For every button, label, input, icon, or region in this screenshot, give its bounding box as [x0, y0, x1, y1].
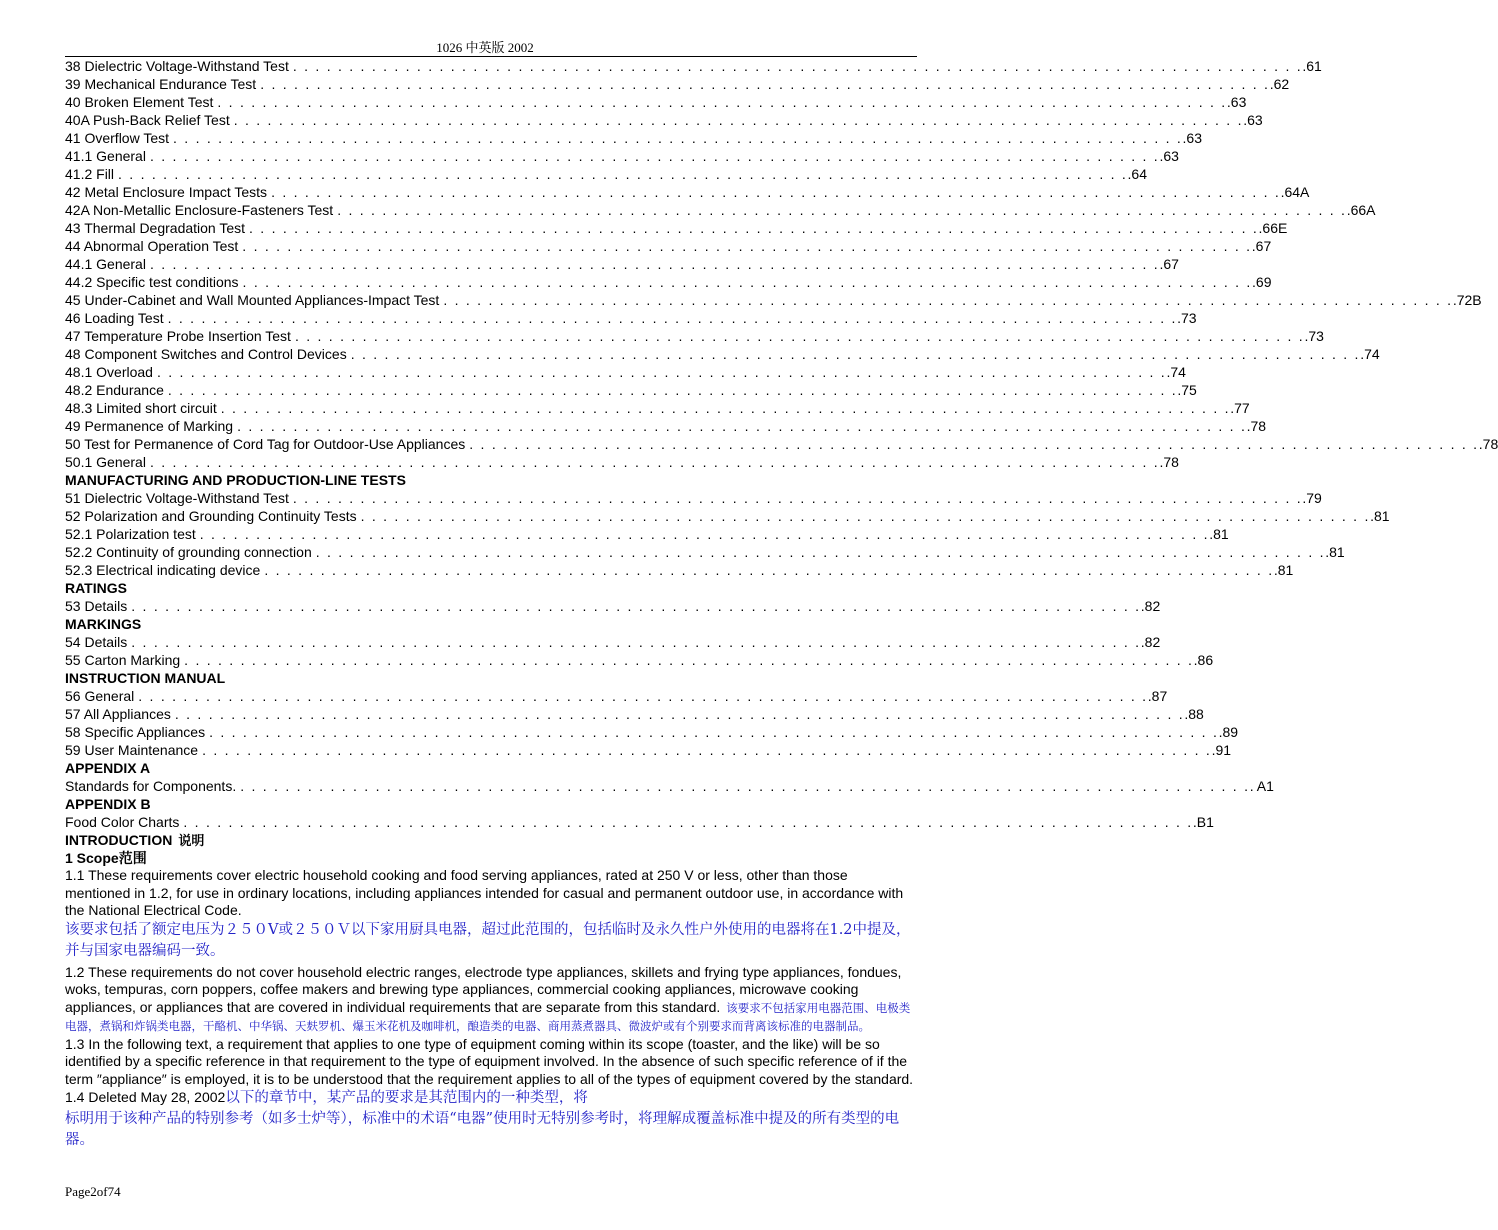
toc-leader-dots: . . . . . . . . . . . . . . . . . . . . . . . . . . . . . . . . . . . . . . . . . . . . . . . . . . . . . . . . . . . . . . . . . . . . . . . . . . . . . . . . . . . . . . . . . .	[315, 544, 1326, 560]
toc-entry-page: .77	[1230, 400, 1250, 416]
toc-leader-dots: . . . . . . . . . . . . . . . . . . . . . . . . . . . . . . . . . . . . . . . . . . . . . . . . . . . . . . . . . . . . . . . . . . . . . . . . . . . . . . . . . . . . . . . . . .	[131, 598, 1141, 614]
toc-entry[interactable]	[65, 489, 1322, 507]
toc-entry-page: . A1	[1249, 778, 1274, 794]
toc-entry-title: 52.2 Continuity of grounding connection	[65, 544, 312, 560]
toc-section-heading: APPENDIX A	[65, 760, 151, 776]
toc-entry-title: 47 Temperature Probe Insertion Test	[65, 328, 291, 344]
toc-entry-page: .61	[1302, 58, 1322, 74]
toc-entry-page: .69	[1252, 274, 1272, 290]
toc-entry-page: .66A	[1346, 202, 1376, 218]
toc-entry-title: 38 Dielectric Voltage-Withstand Test	[65, 58, 289, 74]
toc-entry-title: 48.1 Overload	[65, 364, 153, 380]
toc-entry[interactable]	[65, 345, 1380, 363]
toc-entry[interactable]	[65, 453, 1179, 471]
toc-leader-dots: . . . . . . . . . . . . . . . . . . . . . . . . . . . . . . . . . . . . . . . . . . . . . . . . . . . . . . . . . . . . . . . . . . . . . . . . . . . . . . . . . . . . . . . . . .	[294, 328, 1305, 344]
toc-leader-dots: . . . . . . . . . . . . . . . . . . . . . . . . . . . . . . . . . . . . . . . . . . . . . . . . . . . . . . . . . . . . . . . . . . . . . . . . . . . . . . . . . . . . . . . . . .	[138, 688, 1148, 704]
toc-entry-title: 56 General	[65, 688, 135, 704]
intro-heading-cn: 说明	[178, 834, 205, 849]
toc-entry-title: 43 Thermal Degradation Test	[65, 220, 246, 236]
toc-entry[interactable]	[65, 633, 1161, 651]
toc-entry-page: .81	[1273, 562, 1294, 578]
toc-entry[interactable]	[65, 183, 1310, 201]
toc-leader-dots: . . . . . . . . . . . . . . . . . . . . . . . . . . . . . . . . . . . . . . . . . . . . . . . . . . . . . . . . . . . . . . . . . . . . . . . . . . . . . . . . . . . . . . . . . .	[242, 238, 1252, 254]
toc-entry-page: .86	[1193, 652, 1214, 668]
toc-entry-page: .64A	[1280, 184, 1310, 200]
toc-leader-dots: . . . . . . . . . . . . . . . . . . . . . . . . . . . . . . . . . . . . . . . . . . . . . . . . . . . . . . . . . . . . . . . . . . . . . . . . . . . . . . . . . . . . . . . . . .	[183, 814, 1193, 830]
toc-entry-page: .74	[1166, 364, 1186, 380]
toc-leader-dots: . . . . . . . . . . . . . . . . . . . . . . . . . . . . . . . . . . . . . . . . . . . . . . . . . . . . . . . . . . . . . . . . . . . . . . . . . . . . . . . . . . . . . . . . . .	[149, 454, 1160, 470]
toc-entry[interactable]	[65, 507, 1390, 525]
toc-leader-dots: . . . . . . . . . . . . . . . . . . . . . . . . . . . . . . . . . . . . . . . . . . . . . . . . . . . . . . . . . . . . . . . . . . . . . . . . . . . . . . . . . . . . . . . . . .	[260, 76, 1270, 92]
toc-entry[interactable]	[65, 363, 1186, 381]
toc-leader-dots: . . . . . . . . . . . . . . . . . . . . . . . . . . . . . . . . . . . . . . . . . . . . . . . . . . . . . . . . . . . . . . . . . . . . . . . . . . . . . . . . . . . . . . . . . .	[249, 220, 1259, 236]
toc-entry-title: 52.3 Electrical indicating device	[65, 562, 261, 578]
toc-section-heading: RATINGS	[65, 580, 127, 596]
toc-entry-page: .91	[1211, 742, 1232, 758]
toc-entry-page: .73	[1304, 328, 1324, 344]
toc-entry[interactable]	[65, 543, 1345, 561]
toc-entry-title: 54 Details	[65, 634, 128, 650]
toc-leader-dots: . . . . . . . . . . . . . . . . . . . . . . . . . . . . . . . . . . . . . . . . . . . . . . . . . . . . . . . . . . . . . . . . . . . . . . . . . . . . . . . . . . . . . . . . . .	[184, 652, 1194, 668]
toc-leader-dots: . . . . . . . . . . . . . . . . . . . . . . . . . . . . . . . . . . . . . . . . . . . . . . . . . . . . . . . . . . . . . . . . . . . . . . . . . . . . . . . . . . . . . . . . . .	[202, 742, 1212, 758]
toc-entry-title: 40A Push-Back Relief Test	[65, 112, 230, 128]
toc-leader-dots: . . . . . . . . . . . . . . . . . . . . . . . . . . . . . . . . . . . . . . . . . . . . . . . . . . . . . . . . . . . . . . . . . . . . . . . . . . . . . . . . . . . . . . . . . .	[233, 112, 1244, 128]
toc-section-heading: MANUFACTURING AND PRODUCTION-LINE TESTS	[65, 472, 406, 488]
toc-entry-page: .88	[1184, 706, 1204, 722]
toc-entry-title: 41.2 Fill	[65, 166, 115, 182]
toc-leader-dots: . . . . . . . . . . . . . . . . . . . . . . . . . . . . . . . . . . . . . . . . . . . . . . . . . . . . . . . . . . . . . . . . . . . . . . . . . . . . . . . . . . . . . . . . . .	[217, 94, 1227, 110]
toc-leader-dots: . . . . . . . . . . . . . . . . . . . . . . . . . . . . . . . . . . . . . . . . . . . . . . . . . . . . . . . . . . . . . . . . . . . . . . . . . . . . . . . . . . . . . . . . . .	[350, 346, 1361, 362]
toc-leader-dots: . . . . . . . . . . . . . . . . . . . . . . . . . . . . . . . . . . . . . . . . . . . . . . . . . . . . . . . . . . . . . . . . . . . . . . . . . . . . . . . . . . . . . . . . . .	[156, 364, 1167, 380]
toc-entry[interactable]	[65, 777, 1274, 795]
toc-entry-title: 48 Component Switches and Control Devices	[65, 346, 347, 362]
toc-entry[interactable]	[65, 435, 1498, 453]
toc-leader-dots: . . . . . . . . . . . . . . . . . . . . . . . . . . . . . . . . . . . . . . . . . . . . . . . . . . . . . . . . . . . . . . . . . . . . . . . . . . . . . . . . . . . . . . . . . .	[360, 508, 1371, 524]
toc-entry-title: Standards for Components.	[65, 778, 237, 794]
toc-entry[interactable]	[65, 201, 1376, 219]
toc-entry-title: 48.3 Limited short circuit	[65, 400, 217, 416]
toc-entry[interactable]	[65, 687, 1168, 705]
toc-entry-title: 50.1 General	[65, 454, 146, 470]
toc-entry-title: 53 Details	[65, 598, 128, 614]
toc-entry[interactable]	[65, 327, 1324, 345]
paragraph-1-2-cn: 该要求不包括家用电器范围、电极类电器，煮锅和炸锅类电器，干酪机、中华锅、天麸罗机、爆玉米花机及咖啡机，酿造类的电器、商用蒸煮器具、微波炉或有个别要求而背离该标准的电器制品。	[65, 1000, 911, 1033]
toc-entry[interactable]	[65, 165, 1147, 183]
toc-entry[interactable]	[65, 111, 1263, 129]
toc-entry-title: 49 Permanence of Marking	[65, 418, 234, 434]
toc-entry[interactable]	[65, 147, 1179, 165]
toc-entry-page: .78	[1246, 418, 1267, 434]
toc-entry[interactable]	[65, 813, 1214, 831]
toc-entry-title: 42A Non-Metallic Enclosure-Fasteners Test	[65, 202, 334, 218]
toc-entry[interactable]	[65, 381, 1197, 399]
toc-entry-page: .81	[1209, 526, 1229, 542]
toc-entry[interactable]	[65, 525, 1229, 543]
toc-entry-title: 46 Loading Test	[65, 310, 164, 326]
toc-entry-page: .62	[1269, 76, 1290, 92]
paragraph-1-3	[65, 1036, 915, 1110]
toc-leader-dots: . . . . . . . . . . . . . . . . . . . . . . . . . . . . . . . . . . . . . . . . . . . . . . . . . . . . . . . . . . . . . . . . . . . . . . . . . . . . . . . . . . . . . . . . . .	[131, 634, 1141, 650]
toc-leader-dots: . . . . . . . . . . . . . . . . . . . . . . . . . . . . . . . . . . . . . . . . . . . . . . . . . . . . . . . . . . . . . . . . . . . . . . . . . . . . . . . . . . . . . . . . . .	[240, 778, 1250, 794]
page-number: Page2of74	[65, 1184, 121, 1199]
toc-entry-title: 40 Broken Element Test	[65, 94, 214, 110]
toc-leader-dots: . . . . . . . . . . . . . . . . . . . . . . . . . . . . . . . . . . . . . . . . . . . . . . . . . . . . . . . . . . . . . . . . . . . . . . . . . . . . . . . . . . . . . . . . . .	[149, 256, 1160, 272]
toc-entry-title: 41 Overflow Test	[65, 130, 170, 146]
toc-entry-page: .81	[1325, 544, 1345, 560]
toc-entry-page: .79	[1302, 490, 1322, 506]
toc-leader-dots: . . . . . . . . . . . . . . . . . . . . . . . . . . . . . . . . . . . . . . . . . . . . . . . . . . . . . . . . . . . . . . . . . . . . . . . . . . . . . . . . . . . . . . . . . .	[337, 202, 1347, 218]
page-header: 1026 中英版 2002	[436, 40, 534, 55]
toc-leader-dots: . . . . . . . . . . . . . . . . . . . . . . . . . . . . . . . . . . . . . . . . . . . . . . . . . . . . . . . . . . . . . . . . . . . . . . . . . . . . . . . . . . . . . . . . . .	[469, 436, 1479, 452]
toc-entry[interactable]	[65, 723, 1239, 741]
paragraph-1-3-cn-a: 以下的章节中，某产品的要求是其范围内的一种类型，将	[225, 1090, 588, 1106]
toc-entry[interactable]	[65, 237, 1272, 255]
toc-leader-dots: . . . . . . . . . . . . . . . . . . . . . . . . . . . . . . . . . . . . . . . . . . . . . . . . . . . . . . . . . . . . . . . . . . . . . . . . . . . . . . . . . . . . . . . . . .	[220, 400, 1231, 416]
toc-entry-page: .66E	[1258, 220, 1288, 236]
toc-entry-page: .89	[1218, 724, 1239, 740]
paragraph-1-3-en: 1.3 In the following text, a requirement that applies to one type of equipment coming within its scope (toaster, and the like) will be so identified by a specific reference in that requirement to the type of equipment involved. In the absence of such specific reference of if the term ″appliance″ is employed, it is to be understood that the requirement applies to all of the types of equipment covered by the standard. 1.4 Deleted May 28, 2002	[65, 1035, 914, 1105]
toc-leader-dots: . . . . . . . . . . . . . . . . . . . . . . . . . . . . . . . . . . . . . . . . . . . . . . . . . . . . . . . . . . . . . . . . . . . . . . . . . . . . . . . . . . . . . . . . . .	[173, 130, 1183, 146]
toc-entry-page: .B1	[1192, 814, 1214, 830]
toc-entry-title: 44.1 General	[65, 256, 146, 272]
toc-leader-dots: . . . . . . . . . . . . . . . . . . . . . . . . . . . . . . . . . . . . . . . . . . . . . . . . . . . . . . . . . . . . . . . . . . . . . . . . . . . . . . . . . . . . . . . . . .	[209, 724, 1219, 740]
toc-leader-dots: . . . . . . . . . . . . . . . . . . . . . . . . . . . . . . . . . . . . . . . . . . . . . . . . . . . . . . . . . . . . . . . . . . . . . . . . . . . . . . . . . . . . . . . . . .	[149, 148, 1160, 164]
toc-entry-title: 41.1 General	[65, 148, 146, 164]
toc-entry-title: 55 Carton Marking	[65, 652, 181, 668]
paragraph-1-1: 1.1 These requirements cover electric household cooking and food serving appliances, rated at 250 V or less, other than those mentioned in 1.2, for use in ordinary locations, including appliances intended for casual and permanent outdoor use, in accordance with the National Electrical Code.	[65, 867, 904, 918]
toc-entry-title: 45 Under-Cabinet and Wall Mounted Appliances-Impact Test	[65, 292, 440, 308]
toc-leader-dots: . . . . . . . . . . . . . . . . . . . . . . . . . . . . . . . . . . . . . . . . . . . . . . . . . . . . . . . . . . . . . . . . . . . . . . . . . . . . . . . . . . . . . . . . . .	[174, 706, 1185, 722]
paragraph-1-2	[65, 964, 915, 1036]
toc-section-heading: INSTRUCTION MANUAL	[65, 670, 226, 686]
toc-entry[interactable]	[65, 651, 1214, 669]
toc-entry-page: .67	[1251, 238, 1272, 254]
toc-entry-title: 57 All Appliances	[65, 706, 171, 722]
toc-entry[interactable]	[65, 561, 1294, 579]
toc-entry-title: 58 Specific Appliances	[65, 724, 206, 740]
toc-entry[interactable]	[65, 219, 1288, 237]
toc-entry-page: .75	[1177, 382, 1197, 398]
toc-entry-title: 51 Dielectric Voltage-Withstand Test	[65, 490, 289, 506]
toc-entry[interactable]	[65, 75, 1290, 93]
toc-entry[interactable]	[65, 291, 1482, 309]
toc-entry[interactable]	[65, 741, 1232, 759]
toc-leader-dots: . . . . . . . . . . . . . . . . . . . . . . . . . . . . . . . . . . . . . . . . . . . . . . . . . . . . . . . . . . . . . . . . . . . . . . . . . . . . . . . . . . . . . . . . . .	[271, 184, 1281, 200]
toc-leader-dots: . . . . . . . . . . . . . . . . . . . . . . . . . . . . . . . . . . . . . . . . . . . . . . . . . . . . . . . . . . . . . . . . . . . . . . . . . . . . . . . . . . . . . . . . . .	[167, 382, 1178, 398]
toc-entry-page: .82	[1140, 634, 1161, 650]
toc-entry-title: 50 Test for Permanence of Cord Tag for Outdoor-Use Appliances	[65, 436, 466, 452]
toc-entry-page: .63	[1182, 130, 1202, 146]
toc-entry-page: .73	[1177, 310, 1197, 326]
toc-entry[interactable]	[65, 597, 1161, 615]
toc-entry-title: 39 Mechanical Endurance Test	[65, 76, 257, 92]
scope-heading: 1 Scope范围	[65, 850, 147, 866]
toc-entry-title: 44.2 Specific test conditions	[65, 274, 239, 290]
paragraph-1-1-cn: 该要求包括了额定电压为２５０V或２５０Ｖ以下家用厨具电器，超过此范围的，包括临时及永久性户外使用的电器将在1.2中提及，并与国家电器编码一致。	[65, 921, 911, 959]
toc-entry-page: .67	[1159, 256, 1179, 272]
toc-entry[interactable]	[65, 57, 1322, 75]
toc-entry[interactable]	[65, 417, 1267, 435]
toc-entry-page: .87	[1147, 688, 1168, 704]
toc-entry[interactable]	[65, 255, 1179, 273]
toc-entry-page: .74	[1360, 346, 1380, 362]
toc-leader-dots: . . . . . . . . . . . . . . . . . . . . . . . . . . . . . . . . . . . . . . . . . . . . . . . . . . . . . . . . . . . . . . . . . . . . . . . . . . . . . . . . . . . . . . . . . .	[292, 490, 1303, 506]
toc-leader-dots: . . . . . . . . . . . . . . . . . . . . . . . . . . . . . . . . . . . . . . . . . . . . . . . . . . . . . . . . . . . . . . . . . . . . . . . . . . . . . . . . . . . . . . . . . .	[292, 58, 1303, 74]
toc-entry[interactable]	[65, 705, 1204, 723]
table-of-contents	[65, 57, 1498, 831]
toc-leader-dots: . . . . . . . . . . . . . . . . . . . . . . . . . . . . . . . . . . . . . . . . . . . . . . . . . . . . . . . . . . . . . . . . . . . . . . . . . . . . . . . . . . . . . . . . . .	[264, 562, 1274, 578]
toc-entry-page: .63	[1226, 94, 1247, 110]
toc-entry-page: .81	[1370, 508, 1390, 524]
intro-heading	[65, 831, 915, 849]
toc-entry[interactable]	[65, 309, 1197, 327]
document-body	[65, 57, 1498, 1151]
intro-heading-text: INTRODUCTION	[65, 832, 173, 848]
toc-entry[interactable]	[65, 273, 1272, 291]
toc-entry-page: .82	[1140, 598, 1161, 614]
paragraph-1-2-en: 1.2 These requirements do not cover household electric ranges, electrode type appliances, skillets and frying type appliances, fondues, woks, tempuras, corn poppers, coffee makers and brewing type appliances, commercial cooking appliances, microwave cooking appliances, or appliances that are covered in individual requirements that are separate from this standard.	[65, 963, 902, 1015]
toc-entry-page: .63	[1159, 148, 1179, 164]
toc-entry-page: .64	[1127, 166, 1147, 182]
toc-entry[interactable]	[65, 93, 1247, 111]
toc-leader-dots: . . . . . . . . . . . . . . . . . . . . . . . . . . . . . . . . . . . . . . . . . . . . . . . . . . . . . . . . . . . . . . . . . . . . . . . . . . . . . . . . . . . . . . . . . .	[443, 292, 1453, 308]
toc-section-heading: APPENDIX B	[65, 796, 151, 812]
toc-entry-page: .63	[1243, 112, 1263, 128]
toc-entry-page: .78	[1478, 436, 1498, 452]
toc-entry-title: 48.2 Endurance	[65, 382, 164, 398]
toc-entry-title: 52.1 Polarization test	[65, 526, 196, 542]
toc-entry-title: 42 Metal Enclosure Impact Tests	[65, 184, 268, 200]
toc-entry[interactable]	[65, 399, 1250, 417]
toc-entry-title: 59 User Maintenance	[65, 742, 199, 758]
toc-entry-title: Food Color Charts	[65, 814, 180, 830]
toc-leader-dots: . . . . . . . . . . . . . . . . . . . . . . . . . . . . . . . . . . . . . . . . . . . . . . . . . . . . . . . . . . . . . . . . . . . . . . . . . . . . . . . . . . . . . . . . . .	[237, 418, 1247, 434]
toc-leader-dots: . . . . . . . . . . . . . . . . . . . . . . . . . . . . . . . . . . . . . . . . . . . . . . . . . . . . . . . . . . . . . . . . . . . . . . . . . . . . . . . . . . . . . . . . . .	[167, 310, 1178, 326]
toc-entry-page: .72B	[1452, 292, 1482, 308]
toc-leader-dots: . . . . . . . . . . . . . . . . . . . . . . . . . . . . . . . . . . . . . . . . . . . . . . . . . . . . . . . . . . . . . . . . . . . . . . . . . . . . . . . . . . . . . . . . . .	[118, 166, 1128, 182]
paragraph-1-3-cn-b: 标明用于该种产品的特别参考（如多士炉等），标准中的术语“电器”使用时无特别参考时，将理解成覆盖标准中提及的所有类型的电器。	[65, 1111, 900, 1148]
toc-entry-title: 44 Abnormal Operation Test	[65, 238, 239, 254]
toc-leader-dots: . . . . . . . . . . . . . . . . . . . . . . . . . . . . . . . . . . . . . . . . . . . . . . . . . . . . . . . . . . . . . . . . . . . . . . . . . . . . . . . . . . . . . . . . . .	[242, 274, 1253, 290]
toc-entry-page: .78	[1159, 454, 1179, 470]
toc-entry[interactable]	[65, 129, 1202, 147]
toc-entry-title: 52 Polarization and Grounding Continuity Tests	[65, 508, 357, 524]
toc-section-heading: MARKINGS	[65, 616, 142, 632]
toc-leader-dots: . . . . . . . . . . . . . . . . . . . . . . . . . . . . . . . . . . . . . . . . . . . . . . . . . . . . . . . . . . . . . . . . . . . . . . . . . . . . . . . . . . . . . . . . . .	[199, 526, 1210, 542]
